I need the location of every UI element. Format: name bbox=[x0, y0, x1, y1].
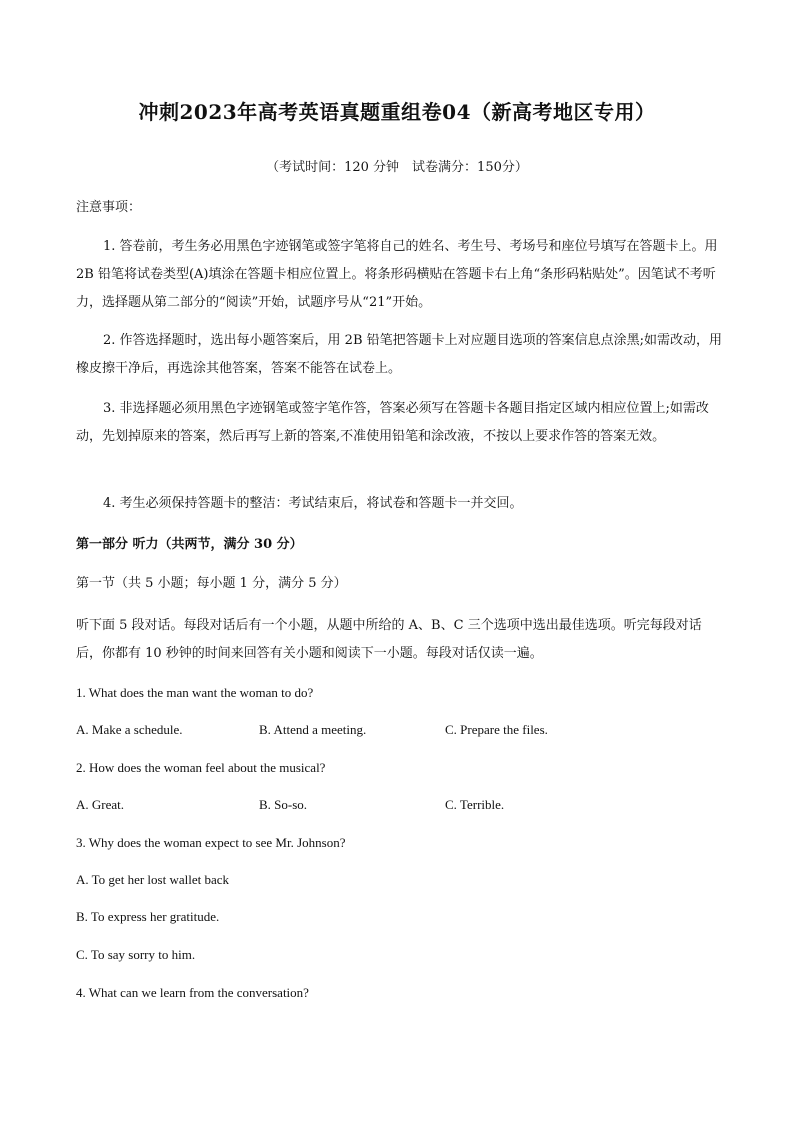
question-1-option-b: B. Attend a meeting. bbox=[259, 722, 367, 737]
question-3-option-b: B. To express her gratitude. bbox=[76, 909, 220, 924]
question-1-stem: 1. What does the man want the woman to do? bbox=[76, 685, 314, 700]
section1-instructions: 听下面 5 段对话。每段对话后有一个小题，从题中所给的 A、B、C 三个选项中选出最佳选项。听完每段对话后，你都有 10 秒钟的时间来回答有关小题和阅读下一小题。每段对话仅读一遍。 bbox=[76, 618, 702, 661]
question-2-option-b: B. So-so. bbox=[259, 797, 308, 812]
notice-item-3: 3. 非选择题必须用黑色字迹钢笔或签字笔作答，答案必须写在答题卡各题目指定区域内相应位置上;如需改动，先划掉原来的答案，然后再写上新的答案,不准使用铅笔和涂改液，不按以上要求作答的答案无效。 bbox=[76, 401, 709, 444]
question-3-option-a: A. To get her lost wallet back bbox=[76, 872, 230, 887]
notice-item-1: 1. 答卷前，考生务必用黑色字迹钢笔或签字笔将自己的姓名、考生号、考场号和座位号填写在答题卡上。用 2B 铅笔将试卷类型(A)填涂在答题卡相应位置上。将条形码横贴在答题卡右上角“条形码粘贴处”。因笔试不考听力，选择题从第二部分的“阅读”开始，试题序号从“21”开始。 bbox=[76, 239, 718, 310]
section1-heading: 第一节（共 5 小题；每小题 1 分，满分 5 分） bbox=[76, 576, 347, 591]
question-3-stem: 3. Why does the woman expect to see Mr. Johnson? bbox=[76, 835, 346, 850]
question-2-stem: 2. How does the woman feel about the musical? bbox=[76, 760, 326, 775]
exam-subtitle: （考试时间：120 分钟 试卷满分：150分） bbox=[266, 160, 528, 175]
question-3-option-c: C. To say sorry to him. bbox=[76, 947, 196, 962]
part1-heading: 第一部分 听力（共两节，满分 30 分） bbox=[76, 537, 303, 552]
notice-item-2: 2. 作答选择题时，选出每小题答案后，用 2B 铅笔把答题卡上对应题目选项的答案信息点涂黑;如需改动，用橡皮擦干净后，再选涂其他答案，答案不能答在试卷上。 bbox=[76, 333, 723, 376]
exam-title: 冲刺2023年高考英语真题重组卷04（新高考地区专用） bbox=[138, 100, 656, 124]
question-1-option-a: A. Make a schedule. bbox=[76, 722, 183, 737]
question-4-stem: 4. What can we learn from the conversation? bbox=[76, 985, 309, 1000]
question-1-option-c: C. Prepare the files. bbox=[445, 722, 548, 737]
notice-item-4: 4. 考生必须保持答题卡的整洁：考试结束后，将试卷和答题卡一并交回。 bbox=[103, 496, 523, 511]
question-2-option-a: A. Great. bbox=[76, 797, 125, 812]
notice-heading: 注意事项： bbox=[76, 200, 142, 215]
question-2-option-c: C. Terrible. bbox=[445, 797, 505, 812]
